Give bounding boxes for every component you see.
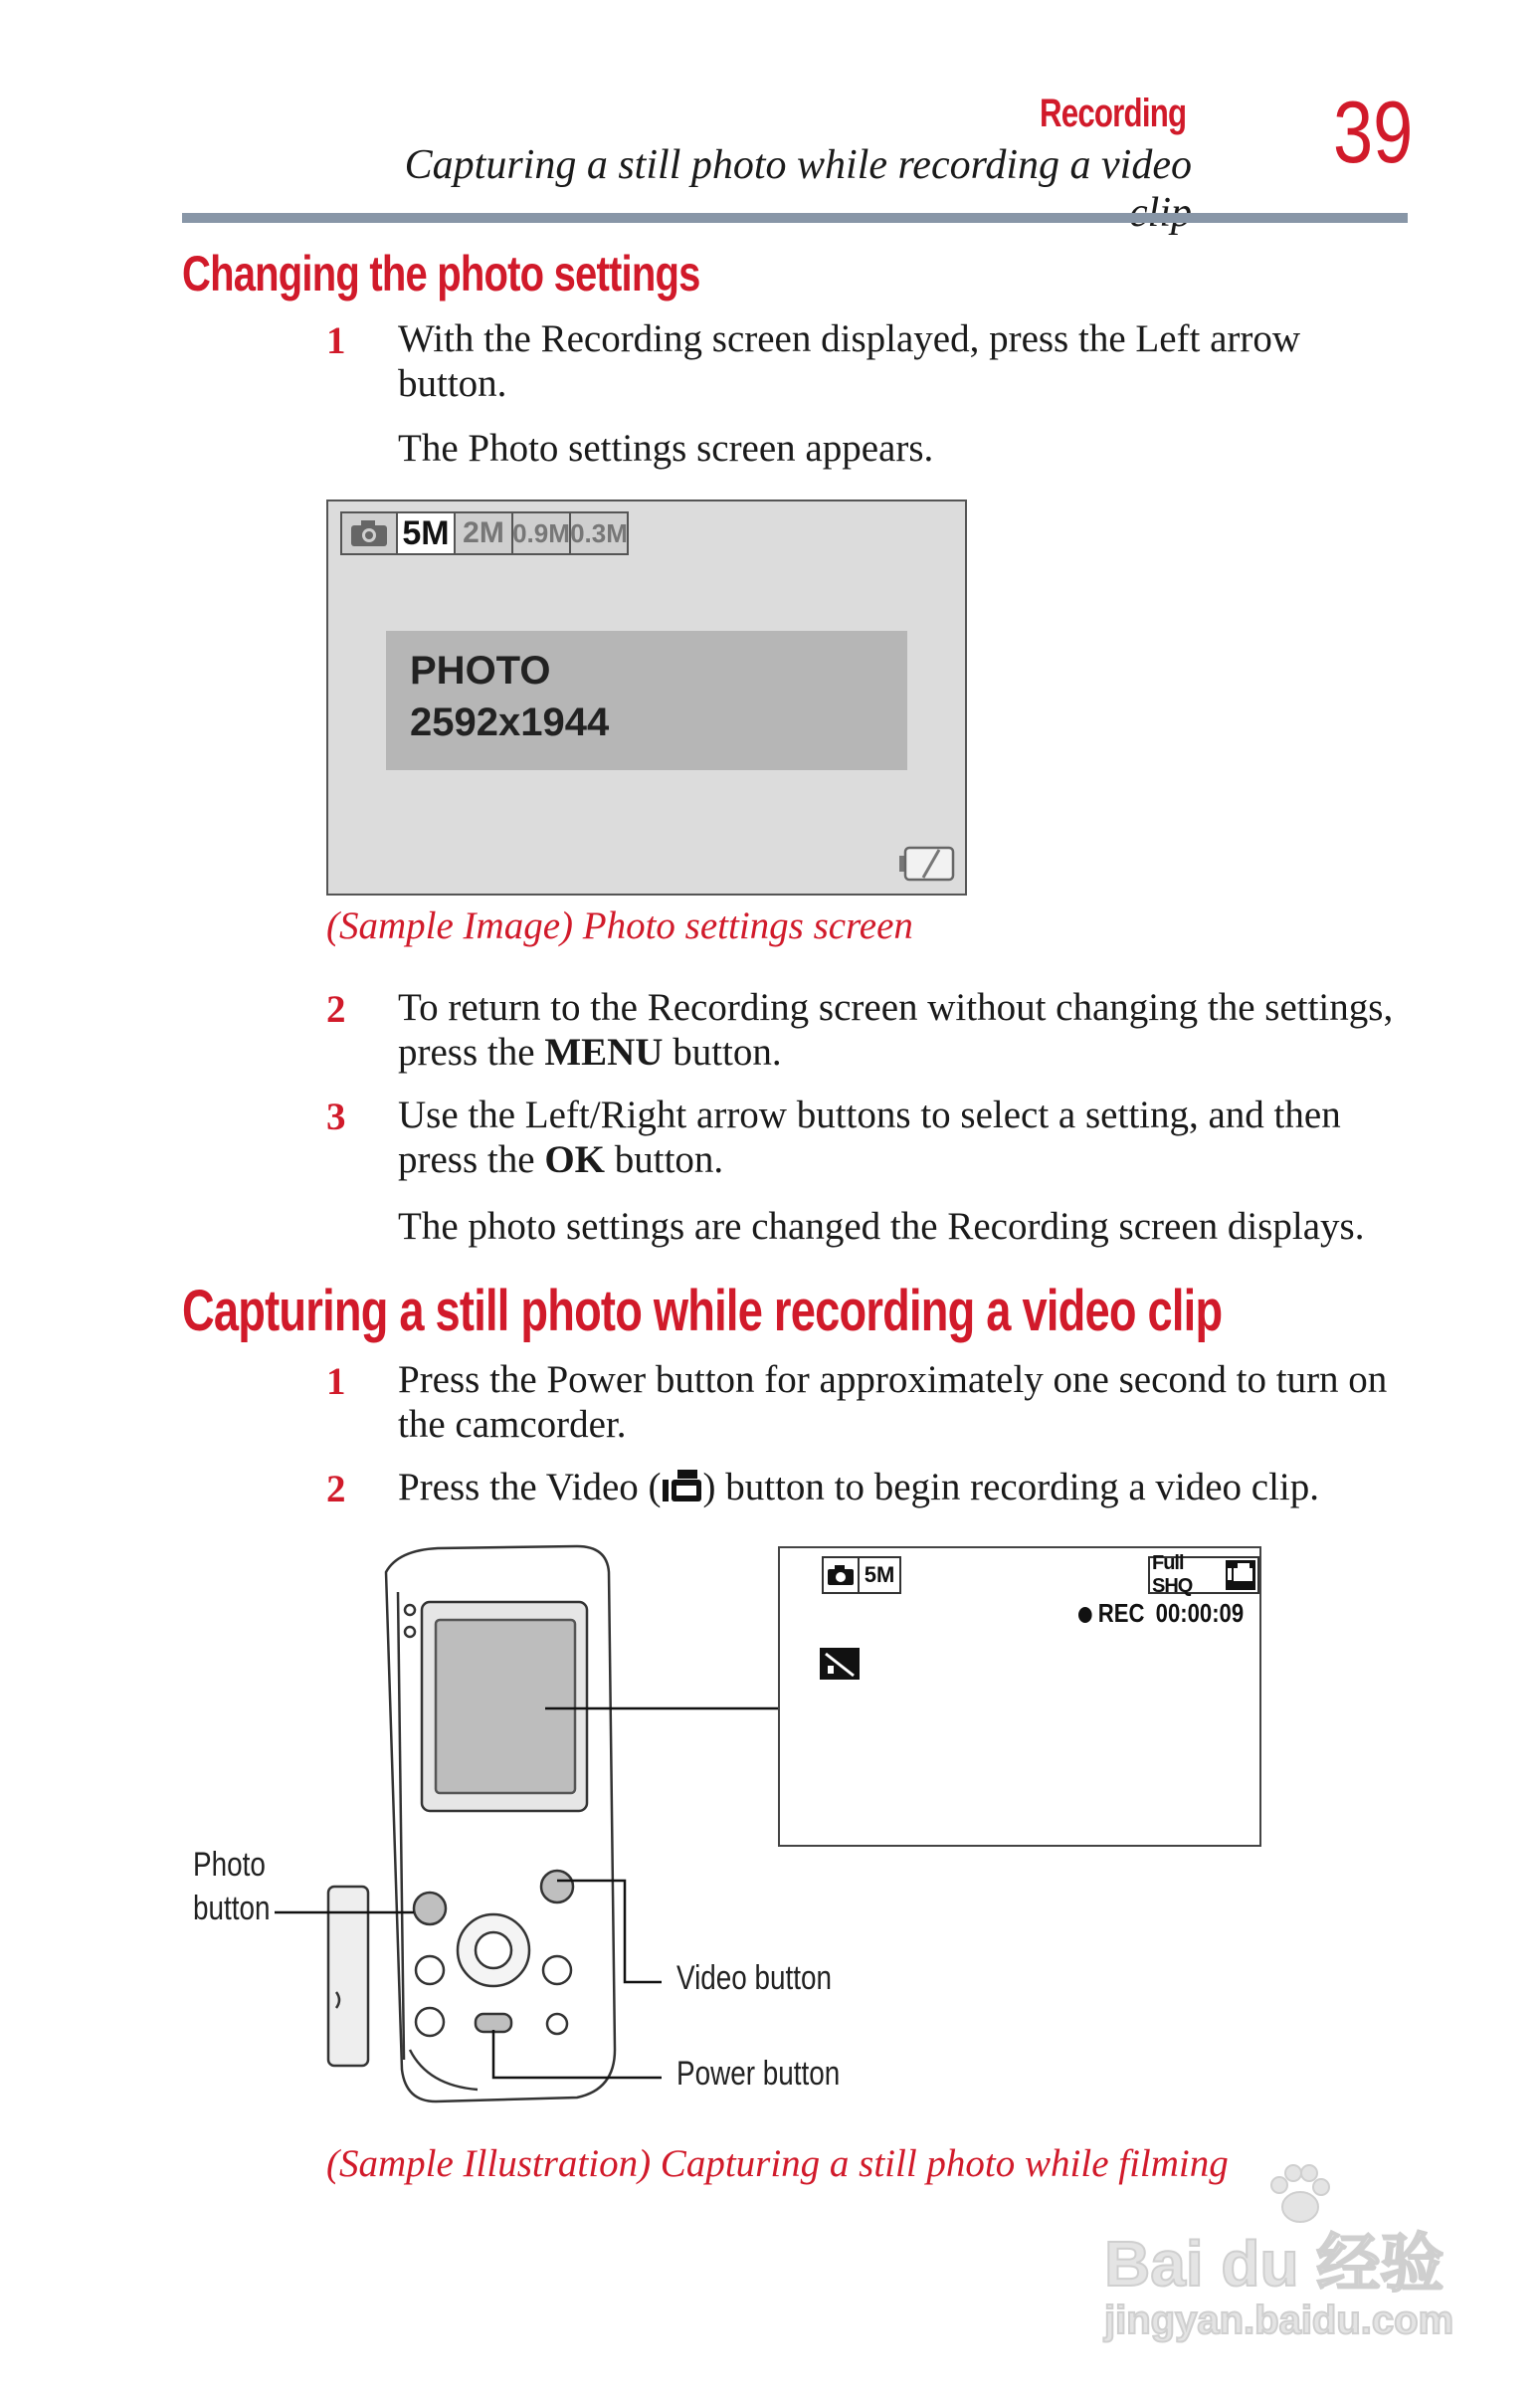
video-icon [662, 1468, 703, 1515]
header-section: Recording [1040, 92, 1187, 135]
step-number: 2 [326, 1468, 346, 1510]
paw-icon [1263, 2159, 1333, 2234]
no-card-icon [818, 1646, 862, 1687]
rec-dot-icon [1078, 1607, 1092, 1623]
page-number: 39 [1333, 83, 1414, 181]
step-text: Press the Power button for approximately one second to turn on the camcorder. [398, 1358, 1388, 1446]
section-title-capture-while-recording: Capturing a still photo while recording a video clip [182, 1279, 1223, 1343]
step-number: 1 [326, 319, 346, 362]
recording-screen [778, 1546, 1261, 1847]
watermark-brand: Bai du 经验 [1104, 2228, 1444, 2300]
photo-settings-screen [326, 500, 967, 896]
video-button-label: Video button [676, 1959, 833, 1997]
figure-caption: (Sample Image) Photo settings screen [326, 904, 913, 947]
photo-resolution: 2592x1944 [410, 700, 610, 744]
resolution-option-5m: 5M [398, 513, 456, 553]
header-subtitle: Capturing a still photo while recording a video [404, 142, 1192, 188]
photo-button-shape [414, 1893, 446, 1924]
step-number: 2 [326, 988, 346, 1031]
rec-photo-size: 5M [864, 1562, 895, 1587]
step-number: 3 [326, 1096, 346, 1138]
figure-caption: (Sample Illustration) Capturing a still photo while filming [326, 2142, 1229, 2185]
step-text: To return to the Recording screen without changing the settings, press the MENU button. [398, 986, 1394, 1074]
step-number: 1 [326, 1360, 346, 1403]
step-text: Press the Video ( ) button to begin recording a video clip. [398, 1465, 1413, 1515]
resolution-option-2m: 2M [456, 513, 513, 553]
step-note: The photo settings are changed the Recording screen displays. [398, 1205, 1365, 1248]
video-mode-icon [1226, 1560, 1255, 1590]
rec-resolution-strip [822, 1556, 901, 1594]
step-note: The Photo settings screen appears. [398, 427, 934, 470]
step-text: With the Recording screen displayed, press the Left arrow button. [398, 317, 1301, 405]
step-text: Use the Left/Right arrow buttons to select a setting, and then press the OK button. [398, 1094, 1341, 1181]
watermark-url: jingyan.baidu.com [1104, 2299, 1454, 2342]
resolution-option-0-9m: 0.9M [513, 513, 571, 553]
section-title-photo-settings: Changing the photo settings [182, 246, 700, 301]
rec-indicator [1078, 1598, 1244, 1629]
header-rule [182, 213, 1408, 223]
camera-icon [824, 1558, 860, 1592]
rec-time: 00:00:09 [1155, 1598, 1245, 1628]
camera-icon [342, 513, 398, 553]
quality-badge [1148, 1552, 1259, 1597]
photo-mode-label: PHOTO [410, 649, 551, 693]
resolution-strip [340, 511, 629, 555]
battery-icon [899, 846, 955, 887]
video-button-shape [541, 1871, 573, 1902]
power-button-label: Power button [676, 2055, 841, 2093]
photo-info-box [386, 631, 907, 770]
resolution-option-0-3m: 0.3M [571, 513, 627, 553]
rec-label: REC [1097, 1598, 1145, 1628]
power-button-shape [476, 2014, 511, 2032]
photo-button-label: Photo button [193, 1846, 271, 1927]
quality-label: Full SHQ [1152, 1552, 1193, 1597]
